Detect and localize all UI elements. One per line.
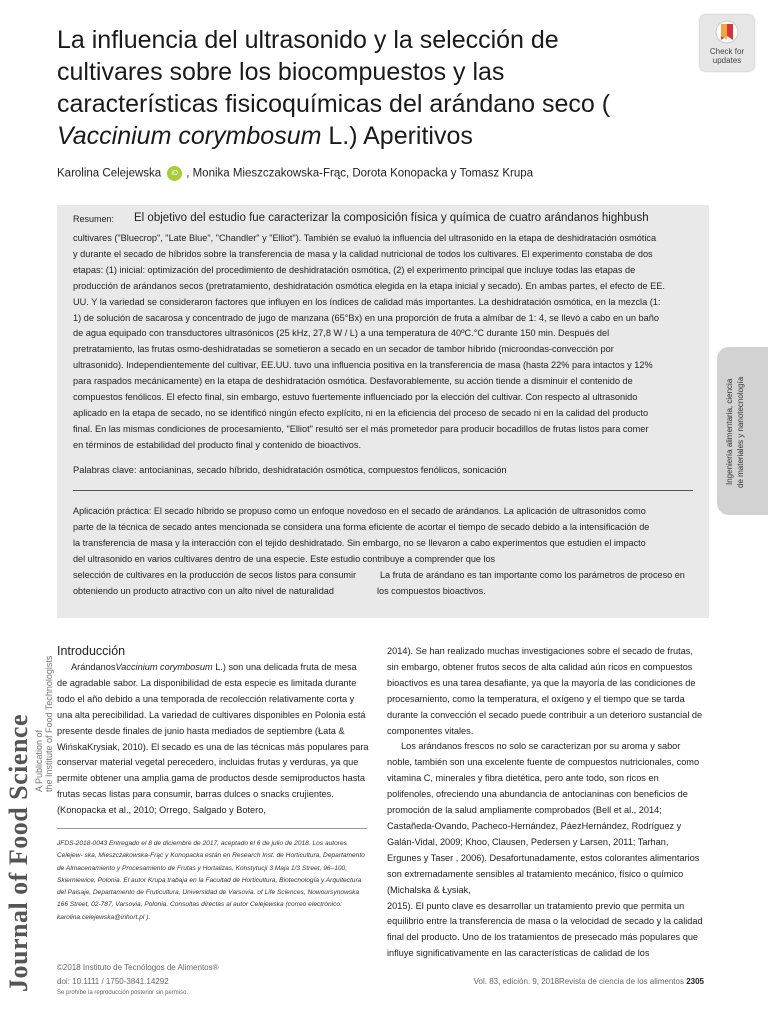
application-tail-left-2: obteniendo un producto atractivo con un alto nivel de naturalidad [73,586,334,596]
orcid-icon[interactable]: iD [167,166,182,181]
abstract-label: Resumen: [73,214,115,224]
application-tail-left-1: selección de cultivares en la producción de secos listos para consumir [73,570,357,580]
volume-info: Vol. 83, edición. 9, 2018Revista de ciencia de los alimentos [473,977,687,986]
intro-paragraph: ArándanosVaccinium corymbosum L.) son una delicada fruta de mesa de agradable sabor. La disponibilidad de esta especie es limitada durante todo el año debido a una temporada de recolección relativamente corta y una alta perecibilidad. La variedad de cultivares disponibles en Polonia está presente desde finales de junio hasta mediados de septiembre (Łata & WińskaKrysiak, 2010). El secado es una de las técnicas más populares para conservar material vegetal perecedero, incluidas frutas y verduras, ya que permite obtener una amplia gama de productos desde semiproductos hasta frutas secas listas para consumir, barras dulces o snacks crujientes. (Konopacka et al., 2010; Orrego, Salgado y Botero, [57,662,369,816]
application-line: del ultrasonido en varios cultivares dentro de una especie. Este estudio contribuye a comprender que los [73,554,496,564]
keywords-label: Palabras clave: [73,465,137,475]
intro-species: Vaccinium corymbosum [115,662,213,672]
abstract-line: ultrasonido). Independientemente del cultivar, EE.UU. tuvo una influencia positiva en la transferencia de masa (hasta 22% para intactos y 12% [73,360,653,371]
abstract-line: UU. Y la variedad se consideraron factores que influyen en los índices de calidad más importantes. La deshidratación osmótica, en la mezcla (1: [73,296,661,307]
journal-citation [474,977,704,986]
check-for-updates-badge[interactable] [700,15,754,71]
title-species: Vaccinium corymbosum [57,122,322,150]
application-line: la transferencia de masa y la interacción con el tejido deshidratado. Sin embargo, no se llevaron a cabo experimentos que estudien el impacto [73,538,646,548]
first-author: Karolina Celejewska [57,167,162,180]
journal-name: Journal of Food Science [4,714,33,992]
title-line-2: cultivares sobre los biocompuestos y las [57,58,505,86]
badge-label-1: Check for [709,47,745,56]
abstract-first-line: El objetivo del estudio fue caracterizar la composición física y química de cuatro arándanos highbush [134,212,649,224]
abstract-line: compuestos fenólicos. El efecto final, sin embargo, estuvo fuertemente influenciado por la elección del cultivar. Con respecto al ultrasonido [73,392,638,403]
application-tail-right-1: La fruta de arándano es tan importante como los parámetros de proceso en [380,570,685,580]
abstract-line: producción de arándanos secos (pretratamiento, deshidratación osmótica elegida en la etapa inicial y secado). En ambas partes, el efecto de EE. [73,280,665,291]
author-list [57,166,533,181]
badge-label-2: updates [712,56,742,65]
title-rest: L.) Aperitivos [321,122,473,150]
bookmark-icon [700,15,754,47]
abstract-line: y durante el secado de híbridos sobre la transferencia de masa y la calidad nutricional de todos los cultivares. El experimento constaba de dos [73,248,653,259]
divider [73,490,693,491]
abstract-line: en términos de estabilidad del producto final y contenido de bioactivos. [73,439,362,450]
footnote-divider [57,828,367,829]
abstract-line: para raspados mecánicamente) en la etapa de deshidratación osmótica. Desfavorablemente, su acción tiende a disminuir el contenido de [73,376,633,387]
intro-paragraph: 2015). El punto clave es desarrollar un tratamiento previo que permita un equilibrio entre la transferencia de masa o la velocidad de secado y la calidad final del producto. Uno de los tratamientos de presecado más populares que influye significativamente en las características de calidad de los [387,900,703,959]
intro-paragraph: 2014). Se han realizado muchas investigaciones sobre el secado de frutas, sin embargo, obtener frutos secos de alta calidad aún ricos en compuestos bioactivos es una tarea desafiante, ya que la mayoría de las condiciones de procesamiento, como la temperatura, el oxígeno y el tiempo que se tarda durante la convección el secado puede contribuir a un deterioro sustancial de componentes vitales. [387,646,703,736]
copyright: ©2018 Instituto de Tecnólogos de Alimentos® [57,963,219,972]
title-line-3: características fisicoquímicas del arándano seco ( [57,90,611,118]
doi[interactable]: doi: 10.1111 / 1750-3841.14292 [57,977,169,986]
abstract-body [73,231,695,454]
abstract-line: cultivares ("Bluecrop", "Late Blue", "Chandler" y "Elliot"). También se evaluó la influencia del ultrasonido en la etapa de deshidratación osmótica [73,233,657,243]
keywords-list: antocianinas, secado híbrido, deshidratación osmótica, compuestos fenólicos, sonicación [136,465,507,475]
section-side-label [724,351,768,513]
publication-line-2: the Institute of Food Technologists [44,655,54,792]
abstract-line: de agua equipado con transductores ultrasónicos (25 kHz, 27,8 W / L) a una temperatura de 40ºC.°C durante 150 min. Después del [73,328,610,339]
application-tail-right-2: los compuestos bioactivos. [377,586,486,596]
journal-branding [4,632,52,992]
abstract-line: pretratamiento, las frutas osmo-deshidratadas se sometieron a secado en un secador de tambor híbrido (microondas-convección por [73,344,614,355]
abstract-line: final. En las mismas condiciones de procesamiento, "Elliot" resultó ser el más prometedor para producir bocadillos de frutas listos para comer [73,423,649,434]
side-label-line-1: Ingeniería alimentaria, ciencia [725,378,734,486]
practical-application [73,503,695,567]
page-number: 2305 [686,977,704,986]
other-authors: , Monika Mieszczakowska-Frąc, Dorota Konopacka y Tomasz Krupa [186,167,534,180]
application-line: parte de la técnica de secado antes mencionada se considera una forma eficiente de acortar el tiempo de secado debido a la intensificación de [73,522,650,532]
keywords [73,465,507,475]
reproduction-notice: Se prohíbe la reproducción posterior sin permiso. [57,990,189,996]
right-column [387,644,705,962]
side-label-line-2: de materiales y nanotecnología [736,376,745,488]
title-line-4 [57,120,687,152]
abstract-line: 1) de solución de sacarosa y concentrado de jugo de manzana (65°Bx) en una proporción de fruta a almíbar de 1: 4, se llevó a cabo en un baño [73,312,659,323]
left-column [57,660,369,819]
intro-paragraph: Los arándanos frescos no solo se caracterizan por su aroma y sabor noble, también son una excelente fuente de compuestos nutricionales, como vitamina C, minerales y fibra dietética, pero ante todo, son ricos en polifenoles, ofreciendo una abundancia de antocianinas con beneficios de promoción de la salud ampliamente comprobados (Bell et al., 2014; Castañeda-Ovando, Pacheco-Hernández, PáezHernández, Rodríguez y Galán-Vidal, 2009; Khoo, Clausen, Pedersen y Larsen, 2011; Tarhan, Ergunes y Taser , 2006). Desafortunadamente, estos colorantes alimentarios son extremadamente sensibles al tratamiento mecánico, físico o químico (Michalska & Łysiak, [387,741,700,895]
introduction-heading: Introducción [57,644,126,658]
application-line: Aplicación práctica: El secado híbrido se propuso como un enfoque novedoso en el secado de arándanos. La aplicación de ultrasonidos como [73,506,646,516]
article-title [57,24,687,152]
abstract-line: etapas: (1) inicial: optimización del procedimiento de deshidratación osmótica, (2) el experimento principal que incluye todas las etapas de [73,264,636,275]
footnote: JFDS-2018-0043 Entregado el 8 de diciembre de 2017, aceptado el 6 de julio de 2018. Los autores Celejew- ska, Mieszczakowska-Frąc y Konopacka están en Research Inst. de Horticultura, Departamento de Almacenamiento y Procesamiento de Frutas y Hortalizas, Konstytucji 3 Maja 1/3 Street, 96–100, Skierniewice, Polonia. El autor Krupa trabaja en la Facultad de Horticultura, Biotecnología y Arquitectura del Paisaje, Departamento de Fruticultura, Universidad de Varsovia. of Life Sciences, Nowoursynowska 166 Street, 02-787, Varsovia, Polonia. Consultas directas al autor Celejewska (correo electrónico: karolina.celejewska@inhort.pl ). [57,840,365,921]
publication-line-1: A Publication of [34,729,44,792]
title-line-1: La influencia del ultrasonido y la selección de [57,26,559,54]
abstract-line: aplicado en la etapa de secado, no se identificó ningún efecto explícito, ni en la eficiencia del proceso de secado ni en la calidad del producto [73,407,649,418]
